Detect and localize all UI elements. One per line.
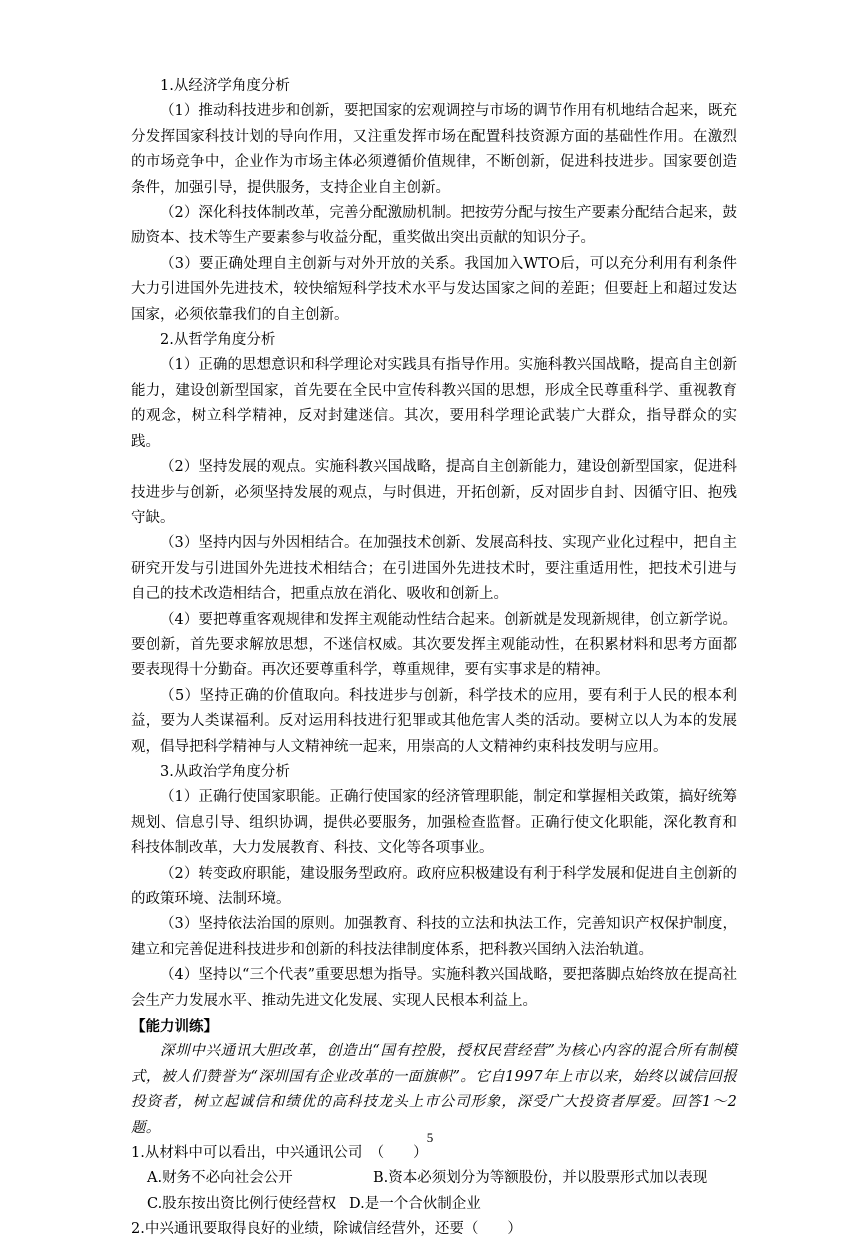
question-1-options-row-1 <box>131 1166 737 1191</box>
option-d: D.是一个合伙制企业 <box>349 1195 481 1212</box>
question-1-options-row-2 <box>131 1192 737 1217</box>
section-heading-philosophy: 2.从哲学角度分析 <box>160 332 276 349</box>
section-heading-economics: 1.从经济学角度分析 <box>160 78 290 94</box>
section-heading-politics: 3.从政治学角度分析 <box>160 763 290 780</box>
paragraph: （3）要正确处理自主创新与对外开放的关系。我国加入WTO后，可以充分利用有利条件大力引进国外先进技术，较快缩短科学技术水平与发达国家之间的差距；但要赶上和超过发达国家，必须依靠我们的自主创新。 <box>131 255 737 323</box>
paragraph: （4）要把尊重客观规律和发挥主观能动性结合起来。创新就是发现新规律，创立新学说。要创新，首先要求解放思想，不迷信权威。其次要发挥主观能动性，在积累材料和思考方面都要表现得十分勤奋。再次还要尊重科学，尊重规律，要有实事求是的精神。 <box>131 611 737 679</box>
paragraph: （5）坚持正确的价值取向。科技进步与创新，科学技术的应用，要有利于人民的根本利益，要为人类谋福利。反对运用科技进行犯罪或其他危害人类的活动。要树立以人为本的发展观，倡导把科学精神与人文精神统一起来，用崇高的人文精神约束科技发明与应用。 <box>131 687 737 755</box>
page-content <box>131 74 737 1243</box>
paragraph: （2）转变政府职能，建设服务型政府。政府应积极建设有利于科学发展和促进自主创新的的政策环境、法制环境。 <box>131 865 737 907</box>
paragraph: （3）坚持内因与外因相结合。在加强技术创新、发展高科技、实现产业化过程中，把自主研究开发与引进国外先进技术相结合；在引进国外先进技术时，要注重适用性，把技术引进与自己的技术改造相结合，把重点放在消化、吸收和创新上。 <box>131 535 737 603</box>
training-material: 深圳中兴通讯大胆改革，创造出“国有控股，授权民营经营”为核心内容的混合所有制模式，被人们赞誉为“深圳国有企业改革的一面旗帜”。它自1997年上市以来，始终以诚信回报投资者，树立起诚信和绩优的高科技龙头上市公司形象，深受广大投资者厚爱。回答1～2题。 <box>131 1043 737 1136</box>
option-c: C.股东按出资比例行使经营权 <box>147 1195 337 1212</box>
option-b: B.资本必须划分为等额股份，并以股票形式加以表现 <box>373 1170 708 1187</box>
paragraph: （2）坚持发展的观点。实施科教兴国战略，提高自主创新能力，建设创新型国家，促进科技进步与创新，必须坚持发展的观点，与时俱进，开拓创新，反对固步自封、因循守旧、抱残守缺。 <box>131 459 737 526</box>
paragraph: （2）深化科技体制改革，完善分配激励机制。把按劳分配与按生产要素分配结合起来，鼓励资本、技术等生产要素参与收益分配，重奖做出突出贡献的知识分子。 <box>131 205 737 247</box>
paragraph: （1）正确的思想意识和科学理论对实践具有指导作用。实施科教兴国战略，提高自主创新能力，建设创新型国家，首先要在全民中宣传科教兴国的思想，形成全民尊重科学、重视教育的观念，树立科学精神，反对封建迷信。其次，要用科学理论武装广大群众，指导群众的实践。 <box>131 357 737 450</box>
question-1-stem: 1.从材料中可以看出，中兴通讯公司 （ ） <box>131 1145 428 1162</box>
question-2-stem: 2.中兴通讯要取得良好的业绩，除诚信经营外，还要（ ） <box>131 1221 522 1238</box>
paragraph: （4）坚持以“三个代表”重要思想为指导。实施科教兴国战略，要把落脚点始终放在提高社会生产力发展水平、推动先进文化发展、实现人民根本利益上。 <box>131 967 737 1009</box>
page-number: 5 <box>426 1130 434 1145</box>
paragraph: （1）推动科技进步和创新，要把国家的宏观调控与市场的调节作用有机地结合起来，既充分发挥国家科技计划的导向作用，又注重发挥市场在配置科技资源方面的基础性作用。在激烈的市场竞争中，企业作为市场主体必须遵循价值规律，不断创新，促进科技进步。国家要创造条件，加强引导，提供服务，支持企业自主创新。 <box>131 103 737 196</box>
training-title: 【能力训练】 <box>131 1018 218 1036</box>
paragraph: （3）坚持依法治国的原则。加强教育、科技的立法和执法工作，完善知识产权保护制度，建立和完善促进科技进步和创新的科技法律制度体系，把科教兴国纳入法治轨道。 <box>131 916 737 958</box>
paragraph: （1）正确行使国家职能。正确行使国家的经济管理职能，制定和掌握相关政策，搞好统筹规划、信息引导、组织协调，提供必要服务，加强检查监督。正确行使文化职能，深化教育和科技体制改革，大力发展教育、科技、文化等各项事业。 <box>131 789 737 857</box>
option-a: A.财务不必向社会公开 <box>147 1170 293 1187</box>
